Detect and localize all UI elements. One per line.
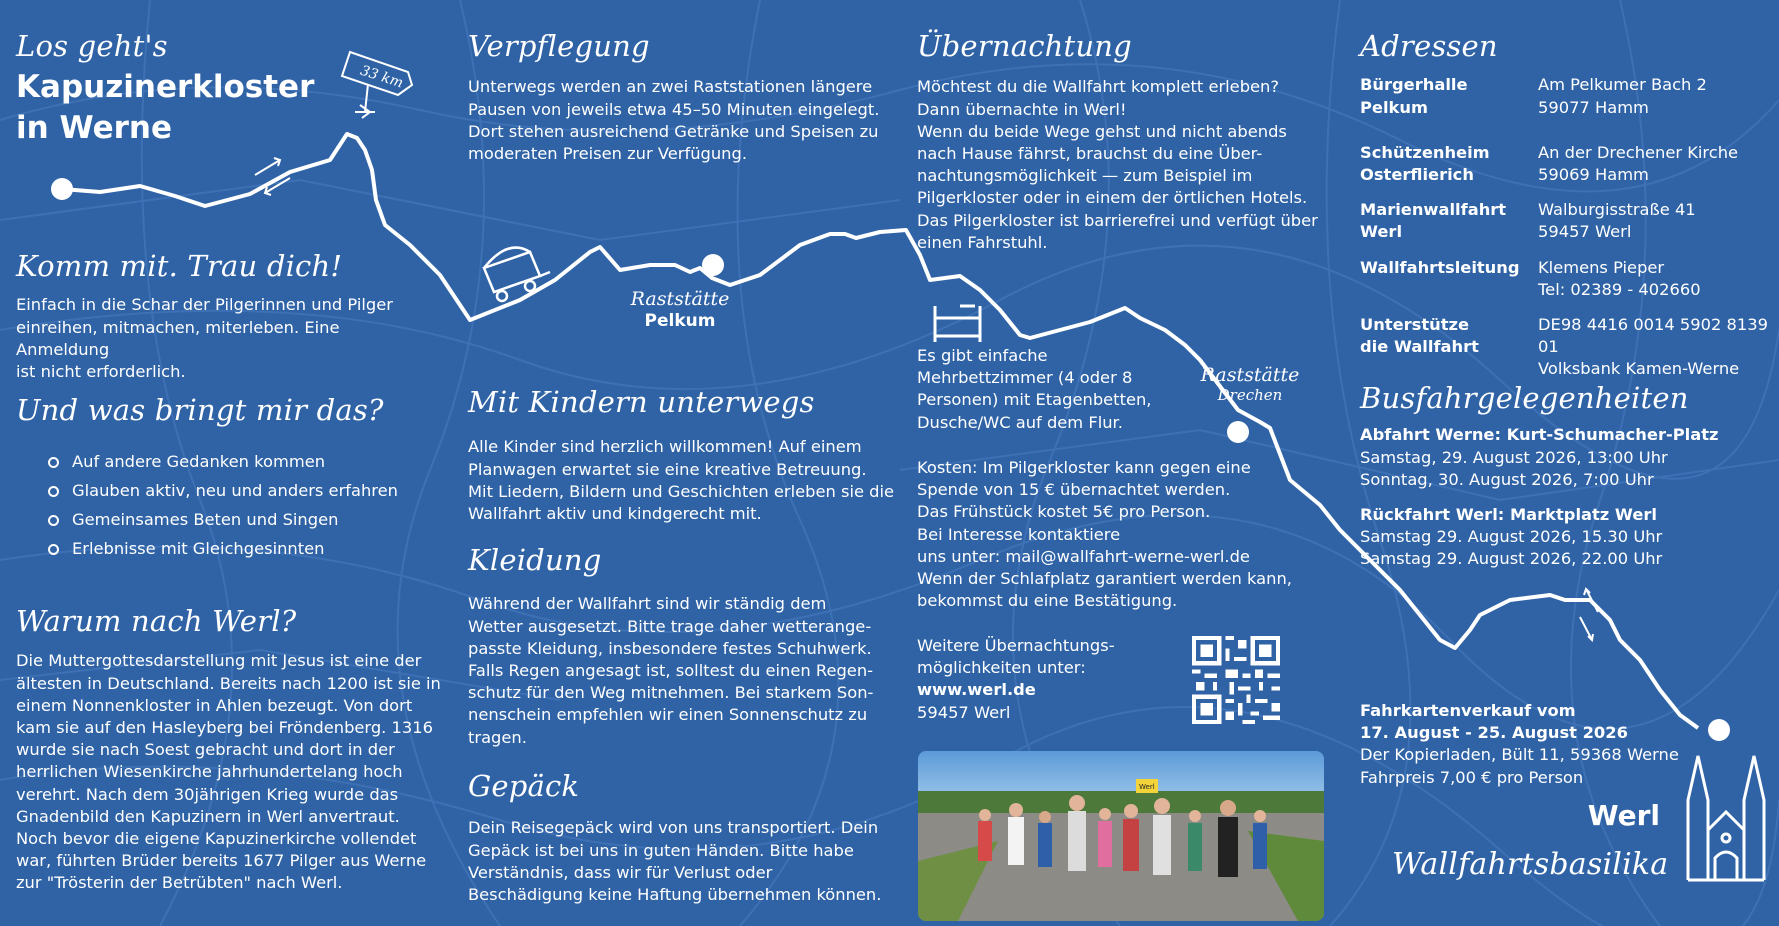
uebernachtung-text-line: Möchtest du die Wallfahrt komplett erleben?	[917, 77, 1280, 97]
warum-text-line: verehrt. Nach dem 30jährigen Krieg wurde das	[16, 784, 399, 804]
bullet-icon	[48, 457, 59, 468]
adressen-heading: Adressen	[1360, 29, 1498, 63]
section-kleidung	[468, 544, 888, 749]
lodging-website-link[interactable]: www.werl.de	[917, 680, 1036, 700]
section-bus	[1360, 382, 1770, 571]
address-key: Wallfahrtsleitung	[1360, 257, 1520, 277]
benefit-label: Erlebnisse mit Gleichgesinnten	[72, 539, 325, 559]
address-value: Klemens Pieper Tel: 02389 - 402660	[1538, 257, 1701, 299]
ticket-sales	[1360, 700, 1700, 789]
end-script-text: Wallfahrtsbasilika	[1392, 847, 1669, 882]
warum-text-line: war, führten Brüder bereits 1677 Pilger aus Werne	[16, 851, 427, 871]
uebernachtung-text-line: Das Pilgerkloster ist barrierefrei und verfügt über	[917, 210, 1318, 230]
uebernachtung-text-line: einen Fahrstuhl.	[917, 232, 1048, 252]
station-script-label: Raststätte	[630, 288, 730, 310]
ticket-sales-price: Fahrpreis 7,00 € pro Person	[1360, 767, 1584, 787]
bunk-bed-icon	[935, 306, 980, 342]
costs-text-line: Kosten: Im Pilgerkloster kann gegen eine	[917, 458, 1251, 477]
bullet-icon	[48, 515, 59, 526]
komm-text-line: einreihen, mitmachen, miterleben. Eine Anmeldung	[16, 317, 340, 359]
bus-heading: Busfahrgelegenheiten	[1360, 381, 1689, 415]
kinder-text-line: Alle Kinder sind herzlich willkommen! Auf einem	[468, 437, 862, 457]
gepaeck-heading: Gepäck	[468, 769, 580, 803]
section-warum-werl	[16, 605, 446, 895]
uebernachtung-text-line: Wenn du beide Wege gehst und nicht abends	[917, 121, 1287, 141]
address-list	[1360, 74, 1770, 380]
departure-title: Abfahrt Werne: Kurt-Schumacher-Platz	[1360, 425, 1719, 445]
section-uebernachtung	[917, 30, 1327, 254]
pilgrims-photo	[918, 751, 1324, 921]
address-key: Unterstütze die Wallfahrt	[1360, 314, 1479, 357]
costs-text-line: uns unter: mail@wallfahrt-werne-werl.de	[917, 546, 1250, 566]
verpflegung-text-line: Pausen von jeweils etwa 45–50 Minuten eingelegt.	[468, 99, 880, 119]
kleidung-text-line: Während der Wallfahrt sind wir ständig dem	[468, 594, 827, 614]
station-name: Drechen	[1217, 386, 1283, 404]
costs-text-line: Wenn der Schlafplatz garantiert werden kann,	[917, 569, 1292, 589]
benefit-item	[16, 534, 436, 563]
distance-sign-label: 33 km	[358, 62, 406, 92]
ticket-sales-location: Der Kopierladen, Bült 11, 59368 Werne	[1360, 745, 1679, 765]
return-time: Samstag 29. August 2026, 15.30 Uhr	[1360, 527, 1663, 547]
section-kinder	[468, 386, 898, 525]
rest-point-pelkum	[702, 254, 724, 276]
benefit-label: Glauben aktiv, neu und anders erfahren	[72, 481, 398, 501]
station-script-label: Raststätte	[1200, 364, 1300, 386]
kleidung-text-line: Wetter ausgesetzt. Bitte trage daher wetterange-	[468, 616, 872, 636]
address-value: Walburgisstraße 41 59457 Werl	[1538, 200, 1696, 242]
start-title-line-1: Kapuzinerkloster	[16, 69, 315, 106]
verpflegung-text-line: Unterwegs werden an zwei Raststationen längere	[468, 77, 873, 97]
kinder-text-line: Planwagen erwartet sie eine kreative Betreuung.	[468, 459, 867, 479]
gepaeck-text-line: Verständnis, dass wir für Verlust oder	[468, 862, 773, 882]
komm-text-line: ist nicht erforderlich.	[16, 361, 186, 381]
more-lodging-line: Weitere Übernachtungs-	[917, 636, 1115, 655]
address-value: Am Pelkumer Bach 2 59077 Hamm	[1538, 75, 1707, 117]
uebernachtung-text-line: Dann übernachte in Werl!	[917, 99, 1127, 119]
gepaeck-text-line: Gepäck ist bei uns in guten Händen. Bitte habe	[468, 840, 854, 860]
ticket-sales-dates: 17. August - 25. August 2026	[1360, 723, 1628, 743]
rest-station-pelkum	[620, 288, 740, 332]
uebernachtung-text-line: nach Hause fährst, brauchst du eine Über-	[917, 143, 1263, 163]
departure-time: Samstag, 29. August 2026, 13:00 Uhr	[1360, 447, 1668, 467]
section-benefits	[16, 394, 436, 563]
kinder-heading: Mit Kindern unterwegs	[468, 385, 815, 419]
kleidung-text-line: tragen.	[468, 727, 527, 747]
address-value: DE98 4416 0014 5902 8139 01 Volksbank Kamen-Werne	[1538, 314, 1768, 379]
start-title-line-2: in Werne	[16, 110, 172, 147]
benefit-label: Gemeinsames Beten und Singen	[72, 510, 339, 530]
gepaeck-text-line: Dein Reisegepäck wird von uns transportiert. Dein	[468, 818, 879, 838]
verpflegung-heading: Verpflegung	[468, 29, 650, 63]
komm-text-line: Einfach in die Schar der Pilgerinnen und Pilger	[16, 295, 393, 315]
bullet-icon	[48, 544, 59, 555]
end-point	[1708, 719, 1730, 741]
rooms-text-line: Mehrbettzimmer (4 oder 8	[917, 368, 1133, 388]
rest-station-drechen	[1190, 364, 1310, 404]
section-gepaeck	[468, 770, 888, 906]
section-verpflegung	[468, 30, 888, 165]
costs-text-line: Das Frühstück kostet 5€ pro Person.	[917, 502, 1211, 522]
rooms-text-line: Dusche/WC auf dem Flur.	[917, 412, 1123, 432]
end-title-text: Werl	[1587, 799, 1660, 832]
section-adressen	[1360, 30, 1770, 381]
start-point	[51, 178, 73, 200]
warum-text-line: Gnadenbild den Kapuzinern in Werl anvertraut.	[16, 806, 400, 826]
start-script-heading: Los geht's	[16, 29, 168, 63]
benefit-item	[16, 476, 436, 505]
rooms-info	[917, 345, 1177, 434]
kleidung-text-line: passte Kleidung, insbesondere festes Schuhwerk.	[468, 638, 872, 658]
bullet-icon	[48, 486, 59, 497]
address-key: Bürgerhalle Pelkum	[1360, 75, 1468, 117]
uebernachtung-text-line: Pilgerkloster oder in einem der örtlichen Hotels.	[917, 188, 1308, 208]
ticket-sales-title: Fahrkartenverkauf vom	[1360, 701, 1576, 720]
rest-point-drechen	[1227, 421, 1249, 443]
lodging-city: 59457 Werl	[917, 702, 1011, 722]
rooms-text-line: Es gibt einfache	[917, 346, 1048, 365]
costs-text-line: bekommst du eine Bestätigung.	[917, 591, 1178, 611]
address-key: Marienwallfahrt Werl	[1360, 200, 1507, 242]
benefit-item	[16, 505, 436, 534]
warum-heading: Warum nach Werl?	[16, 604, 297, 638]
warum-text-line: ältesten in Deutschland. Bereits nach 1200 ist sie in	[16, 673, 441, 693]
end-title	[1570, 796, 1660, 837]
warum-text-line: einem Nonnenkloster in Ahlen bezeugt. Von dort	[16, 695, 413, 715]
warum-text-line: herrlichen Wiesenkirche jahrhundertelang hoch	[16, 762, 403, 782]
verpflegung-text-line: Dort stehen ausreichend Getränke und Speisen zu	[468, 121, 879, 141]
end-subtitle	[1392, 847, 1669, 883]
more-lodging-info	[917, 635, 1177, 724]
column-start	[16, 30, 436, 147]
warum-text-line: Die Muttergottesdarstellung mit Jesus ist eine der	[16, 651, 422, 671]
departure-time: Sonntag, 30. August 2026, 7:00 Uhr	[1360, 469, 1654, 489]
costs-text-line: Spende von 15 € übernachtet werden.	[917, 480, 1231, 500]
station-name: Pelkum	[644, 311, 716, 331]
return-title: Rückfahrt Werl: Marktplatz Werl	[1360, 504, 1657, 524]
warum-text-line: zur "Trösterin der Betrübten" nach Werl.	[16, 873, 343, 893]
kleidung-text-line: schutz für den Weg mitnehmen. Bei starkem Son-	[468, 683, 874, 703]
benefits-list	[16, 447, 436, 563]
return-time: Samstag 29. August 2026, 22.00 Uhr	[1360, 549, 1663, 569]
benefit-item	[16, 447, 436, 476]
kinder-text-line: Mit Liedern, Bildern und Geschichten erleben sie die	[468, 481, 895, 501]
qr-code-icon[interactable]	[1192, 636, 1280, 724]
address-key: Schützenheim Osterflierich	[1360, 142, 1490, 184]
costs-text-line: Bei Interesse kontaktiere	[917, 524, 1121, 544]
uebernachtung-heading: Übernachtung	[917, 29, 1132, 63]
photo-town-sign: Werl	[1139, 783, 1155, 791]
more-lodging-line: möglichkeiten unter:	[917, 658, 1086, 678]
rooms-text-line: Personen) mit Etagenbetten,	[917, 390, 1152, 410]
kleidung-text-line: Falls Regen angesagt ist, solltest du einen Regen-	[468, 660, 874, 680]
section-komm-mit	[16, 250, 436, 383]
warum-text-line: wurde sie nach Soest gebracht und dort in der	[16, 740, 395, 760]
verpflegung-text-line: moderaten Preisen zur Verfügung.	[468, 143, 747, 163]
benefits-heading: Und was bringt mir das?	[16, 393, 384, 427]
kinder-text-line: Wallfahrt aktiv und kindgerecht mit.	[468, 503, 762, 523]
warum-text-line: Noch bevor die eigene Kapuzinerkirche vollendet	[16, 828, 417, 848]
kleidung-heading: Kleidung	[468, 543, 602, 577]
benefit-label: Auf andere Gedanken kommen	[72, 452, 326, 472]
uebernachtung-text-line: nachtungsmöglichkeit — zum Beispiel im	[917, 166, 1253, 186]
wagon-icon	[484, 248, 550, 301]
kleidung-text-line: nenschein empfehlen wir einen Sonnenschutz zu	[468, 705, 868, 725]
komm-heading: Komm mit. Trau dich!	[16, 249, 343, 283]
gepaeck-text-line: Beschädigung keine Haftung übernehmen können.	[468, 884, 882, 904]
address-value: An der Drechener Kirche 59069 Hamm	[1538, 142, 1739, 184]
warum-text-line: kam sie auf den Hasleyberg bei Fröndenberg. 1316	[16, 717, 433, 737]
costs-info	[917, 457, 1327, 612]
